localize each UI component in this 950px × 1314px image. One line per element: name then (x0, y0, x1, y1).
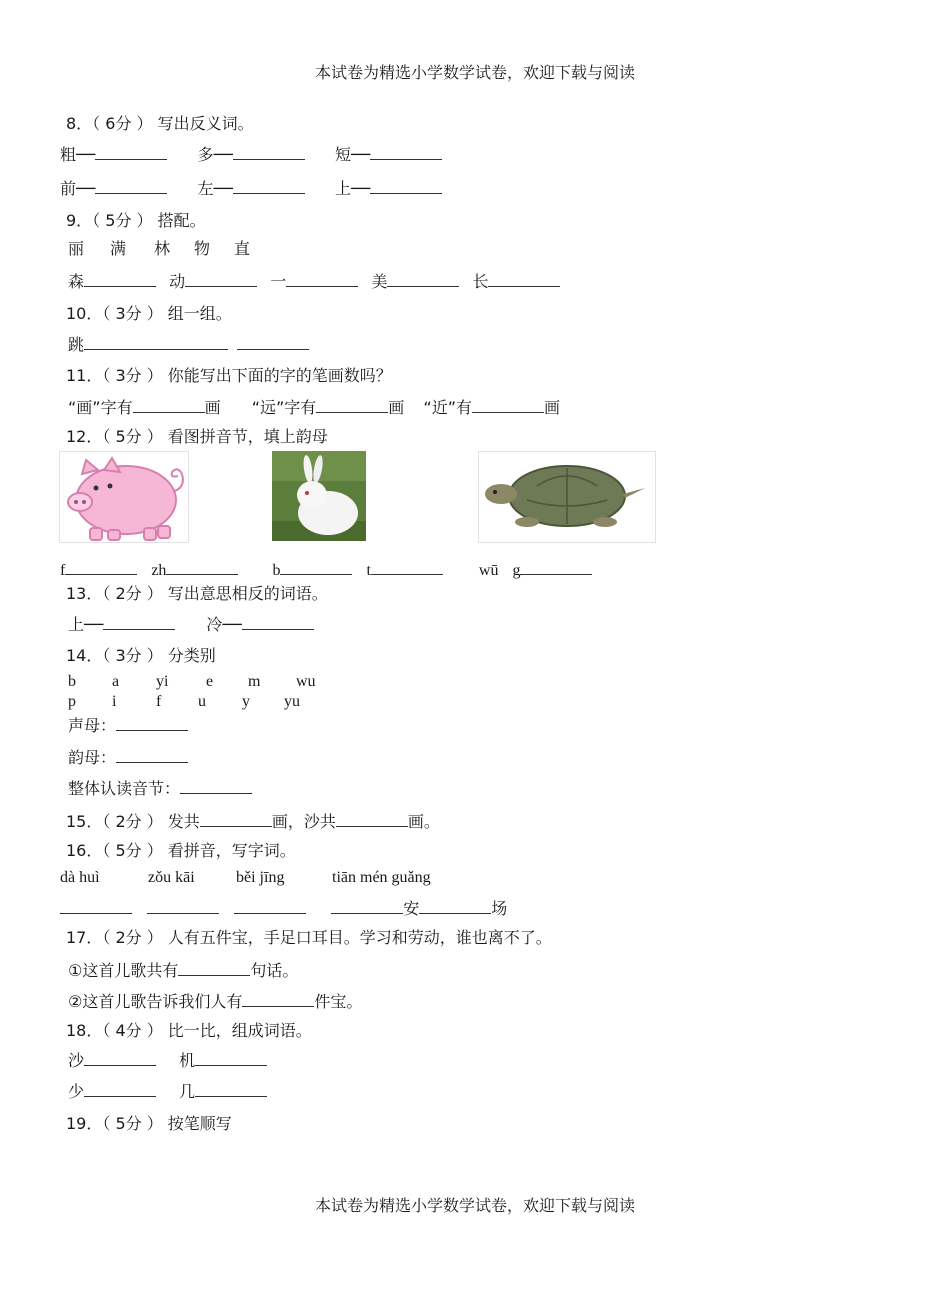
question-17-sub-1 (68, 959, 298, 981)
answer-blank[interactable] (95, 177, 167, 194)
question-12-answer-row (60, 558, 592, 581)
antonym-prompt: 上── (334, 179, 371, 198)
answer-blank[interactable] (133, 396, 205, 413)
answer-blank[interactable] (195, 1049, 267, 1066)
match-char: 动 (169, 272, 186, 291)
question-11-title: 11．（ 3分 ） 你能写出下面的字的笔画数吗？ (66, 366, 392, 385)
pinyin-word: tiān mén guǎng (332, 869, 431, 886)
question-16-title: 16．（ 5分 ） 看拼音，写字词。 (66, 841, 296, 860)
pinyin-item: y (242, 693, 250, 710)
answer-blank[interactable] (103, 613, 175, 630)
base-char: 机 (179, 1051, 196, 1070)
answer-blank[interactable] (233, 143, 305, 160)
yunmu-label: 韵母： (68, 748, 117, 767)
answer-blank[interactable] (147, 897, 219, 914)
question-11-row (68, 396, 560, 418)
answer-blank[interactable] (331, 897, 403, 914)
zhengti-label: 整体认读音节： (68, 779, 181, 798)
answer-blank[interactable] (419, 897, 491, 914)
yunmu-row (68, 746, 188, 768)
char-option: 丽 (68, 239, 85, 258)
given-char: 安 (403, 899, 420, 918)
question-9-title: 9．（ 5分 ） 搭配。 (66, 211, 206, 230)
base-char: 几 (179, 1082, 196, 1101)
answer-blank[interactable] (371, 558, 443, 575)
char-option: 直 (234, 239, 251, 258)
question-15-title: 15．（ 2分 ） 发共 (66, 812, 200, 831)
match-char: 一 (270, 272, 287, 291)
stroke-prompt: “远”字有 (251, 398, 317, 417)
answer-blank[interactable] (472, 396, 544, 413)
sub-question-text: 句话。 (250, 961, 299, 980)
pinyin-item: u (198, 693, 206, 710)
answer-blank[interactable] (336, 810, 408, 827)
stroke-unit: 画 (204, 398, 221, 417)
pinyin-item: i (112, 693, 117, 710)
answer-blank[interactable] (178, 959, 250, 976)
antonym-prompt: 短── (334, 145, 371, 164)
question-14-title: 14．（ 3分 ） 分类别 (66, 646, 216, 665)
match-char: 森 (68, 272, 85, 291)
base-char: 沙 (68, 1051, 85, 1070)
answer-blank[interactable] (488, 270, 560, 287)
antonym-prompt: 冷── (206, 615, 242, 634)
answer-blank[interactable] (234, 897, 306, 914)
base-char: 少 (68, 1082, 85, 1101)
question-9-chars (68, 239, 250, 259)
pinyin-initial: zh (151, 562, 167, 579)
question-15-mid: 画，沙共 (271, 812, 336, 831)
answer-blank[interactable] (84, 1049, 156, 1066)
question-19-title: 19．（ 5分 ） 按笔顺写 (66, 1114, 232, 1133)
answer-blank[interactable] (242, 990, 314, 1007)
answer-blank[interactable] (370, 177, 442, 194)
pinyin-initial: g (512, 562, 521, 579)
match-char: 长 (472, 272, 489, 291)
question-9-match-row (68, 270, 560, 292)
answer-blank[interactable] (316, 396, 388, 413)
pinyin-item: m (248, 673, 261, 690)
answer-blank[interactable] (84, 270, 156, 287)
stroke-prompt: “画”字有 (68, 398, 133, 417)
answer-blank[interactable] (195, 1080, 267, 1097)
rabbit-illustration (272, 451, 366, 541)
rabbit-image (272, 451, 366, 541)
pinyin-word: dà huì (60, 869, 100, 886)
given-char: 场 (491, 899, 508, 918)
answer-blank[interactable] (387, 270, 459, 287)
base-char: 跳 (68, 335, 85, 354)
question-14-line-2 (68, 692, 300, 712)
question-18-row-1 (68, 1049, 267, 1071)
answer-blank[interactable] (185, 270, 257, 287)
answer-blank[interactable] (237, 333, 309, 350)
shengmu-label: 声母： (68, 716, 117, 735)
answer-blank[interactable] (95, 143, 167, 160)
antonym-prompt: 前── (60, 179, 96, 198)
question-12-title: 12．（ 5分 ） 看图拼音节，填上韵母 (66, 427, 328, 446)
antonym-prompt: 上── (68, 615, 104, 634)
match-char: 美 (371, 272, 388, 291)
question-8-title: 8．（ 6分 ） 写出反义词。 (66, 114, 254, 133)
answer-blank[interactable] (370, 143, 442, 160)
char-option: 满 (110, 239, 127, 258)
antonym-prompt: 多── (197, 145, 233, 164)
antonym-prompt: 粗── (60, 145, 96, 164)
answer-blank[interactable] (116, 746, 188, 763)
pinyin-word: běi jīng (236, 869, 285, 886)
pinyin-item: b (68, 673, 76, 690)
question-10-row (68, 333, 309, 355)
pinyin-item: yu (284, 693, 300, 710)
pinyin-initial: b (272, 562, 281, 579)
answer-blank[interactable] (65, 558, 137, 575)
pinyin-item: a (112, 673, 120, 690)
question-14-line-1 (68, 672, 316, 692)
shengmu-row (68, 714, 188, 736)
answer-blank[interactable] (84, 333, 228, 350)
answer-blank[interactable] (166, 558, 238, 575)
pinyin-item: yi (156, 673, 169, 690)
answer-blank[interactable] (520, 558, 592, 575)
turtle-image (478, 451, 656, 543)
sub-question-text: ①这首儿歌共有 (68, 961, 179, 980)
pinyin-initial: t (366, 562, 371, 579)
question-16-pinyin (60, 868, 431, 888)
pig-illustration (60, 452, 188, 542)
question-8-row-1 (60, 143, 442, 165)
pinyin-item: wu (296, 673, 316, 690)
antonym-prompt: 左── (197, 179, 233, 198)
char-option: 物 (194, 239, 211, 258)
question-18-title: 18．（ 4分 ） 比一比，组成词语。 (66, 1021, 312, 1040)
question-17-title: 17．（ 2分 ） 人有五件宝，手足口耳目。学习和劳动，谁也离不了。 (66, 928, 552, 947)
question-18-row-2 (68, 1080, 267, 1102)
char-option: 林 (154, 239, 171, 258)
answer-blank[interactable] (84, 1080, 156, 1097)
question-13-row (68, 613, 314, 635)
zhengti-row (68, 777, 252, 799)
pinyin-word: zǒu kāi (148, 869, 195, 886)
sub-question-text: 件宝。 (314, 992, 363, 1011)
answer-blank[interactable] (60, 897, 132, 914)
answer-blank[interactable] (280, 558, 352, 575)
sub-question-text: ②这首儿歌告诉我们人有 (68, 992, 243, 1011)
question-15-row (66, 810, 440, 832)
stroke-unit: 画 (544, 398, 561, 417)
answer-blank[interactable] (200, 810, 272, 827)
answer-blank[interactable] (242, 613, 314, 630)
pinyin-syllable: wū (478, 562, 499, 579)
stroke-prompt: “近”有 (423, 398, 472, 417)
question-13-title: 13．（ 2分 ） 写出意思相反的词语。 (66, 584, 328, 603)
question-17-sub-2 (68, 990, 362, 1012)
page-header: 本试卷为精选小学数学试卷，欢迎下载与阅读 (314, 63, 635, 82)
question-10-title: 10．（ 3分 ） 组一组。 (66, 304, 232, 323)
pig-image (59, 451, 189, 543)
pinyin-item: f (156, 693, 162, 710)
page-footer: 本试卷为精选小学数学试卷，欢迎下载与阅读 (314, 1196, 635, 1215)
answer-blank[interactable] (180, 777, 252, 794)
pinyin-item: e (206, 673, 214, 690)
question-15-end: 画。 (407, 812, 440, 831)
pinyin-initial: f (60, 562, 66, 579)
answer-blank[interactable] (233, 177, 305, 194)
answer-blank[interactable] (286, 270, 358, 287)
answer-blank[interactable] (116, 714, 188, 731)
turtle-illustration (479, 452, 655, 542)
pinyin-item: p (68, 693, 76, 710)
question-16-answer-row (60, 897, 507, 919)
stroke-unit: 画 (388, 398, 405, 417)
question-8-row-2 (60, 177, 442, 199)
